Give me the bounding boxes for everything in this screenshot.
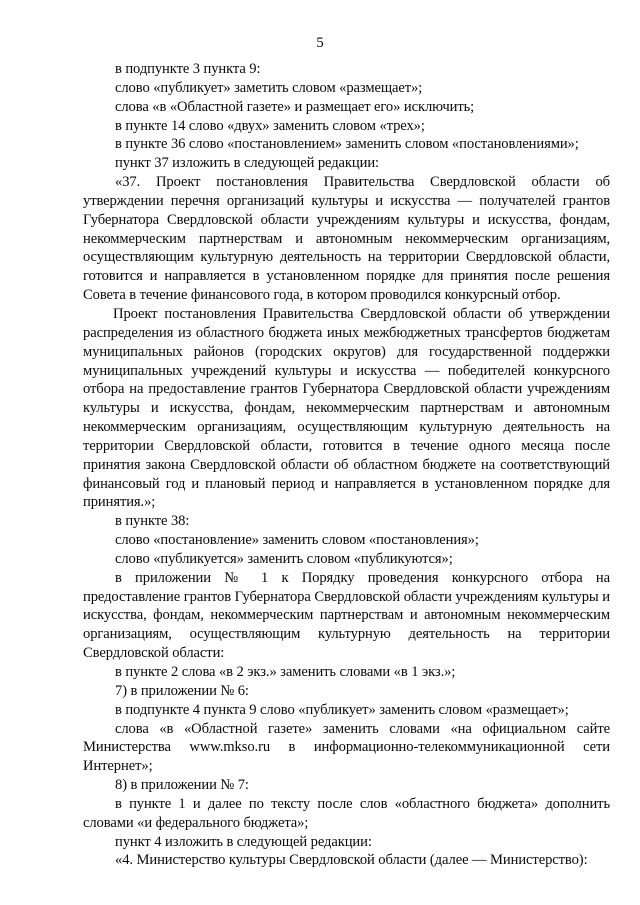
paragraph: в пункте 36 слово «постановлением» заменить словом «постановлениями»; (115, 136, 579, 153)
paragraph: в пункте 38: (115, 513, 190, 530)
paragraph: слова «в «Областной газете» и размещает его» исключить; (115, 98, 475, 115)
paragraph: слово «публикует» заметить словом «размещает»; (115, 79, 423, 96)
paragraph: в подпункте 4 пункта 9 слово «публикует» заменить словом «размещает»; (115, 701, 569, 718)
paragraph: Проект постановления Правительства Свердловской области об утверждении распределения из областного бюджета иных межбюджетных трансфертов бюджетам муниципальных районов (городских округов) для государственной поддержки муниципальных учреждений культуры и искусства — победителей конкурсного отбора на предоставление грантов Губернатора Свердловской области учреждениям культуры и искусства, фондам, некоммерческим партнерствам и автономным некоммерческим организациям, осуществляющим культурную деятельность на территории Свердловской области, готовится в течение одного месяца после принятия закона Свердловской области об областном бюджете на соответствующий финансовый год и плановый период и направляется в установленном порядке для принятия.»; (83, 305, 610, 511)
paragraph: «4. Министерство культуры Свердловской области (далее — Министерство): (115, 852, 588, 869)
paragraph: 7) в приложении № 6: (115, 682, 249, 699)
paragraph: пункт 37 изложить в следующей редакции: (115, 155, 379, 172)
paragraph: 8) в приложении № 7: (115, 777, 249, 794)
paragraph: в подпункте 3 пункта 9: (115, 61, 261, 77)
paragraph: пункт 4 изложить в следующей редакции: (115, 833, 372, 850)
paragraph: слова «в «Областной газете» заменить словами «на официальном сайте Министерства www.mkso.ru в информационно-телекоммуникационной сети Интернет»; (83, 720, 610, 775)
paragraph: «37. Проект постановления Правительства Свердловской области об утверждении перечня организаций культуры и искусства — получателей грантов Губернатора Свердловской области учреждениям культуры и искусства, фондам, некоммерческим партнерствам и автономным некоммерческим организациям, осуществляющим культурную деятельность на территории Свердловской области, готовится и направляется в установленном порядке для принятия после решения Совета в течение финансового года, в котором проводился конкурсный отбор. (83, 174, 610, 304)
paragraph: в пункте 14 слово «двух» заменить словом «трех»; (115, 117, 425, 134)
paragraph: в пункте 1 и далее по тексту после слов «областного бюджета» дополнить словами «и федерального бюджета»; (83, 795, 610, 831)
document-body (83, 60, 610, 870)
paragraph: в пункте 2 слова «в 2 экз.» заменить словами «в 1 экз.»; (115, 664, 456, 680)
page-number: 5 (316, 35, 324, 51)
paragraph: слово «постановление» заменить словом «постановления»; (115, 532, 479, 549)
paragraph: в приложении № 1 к Порядку проведения конкурсного отбора на предоставление грантов Губернатора Свердловской области учреждениям культуры и искусства, фондам, некоммерческим партнерствам и автономным некоммерческим организациям, осуществляющим культурную деятельность на территории Свердловской области: (83, 569, 610, 662)
paragraph: слово «публикуется» заменить словом «публикуются»; (115, 550, 453, 567)
